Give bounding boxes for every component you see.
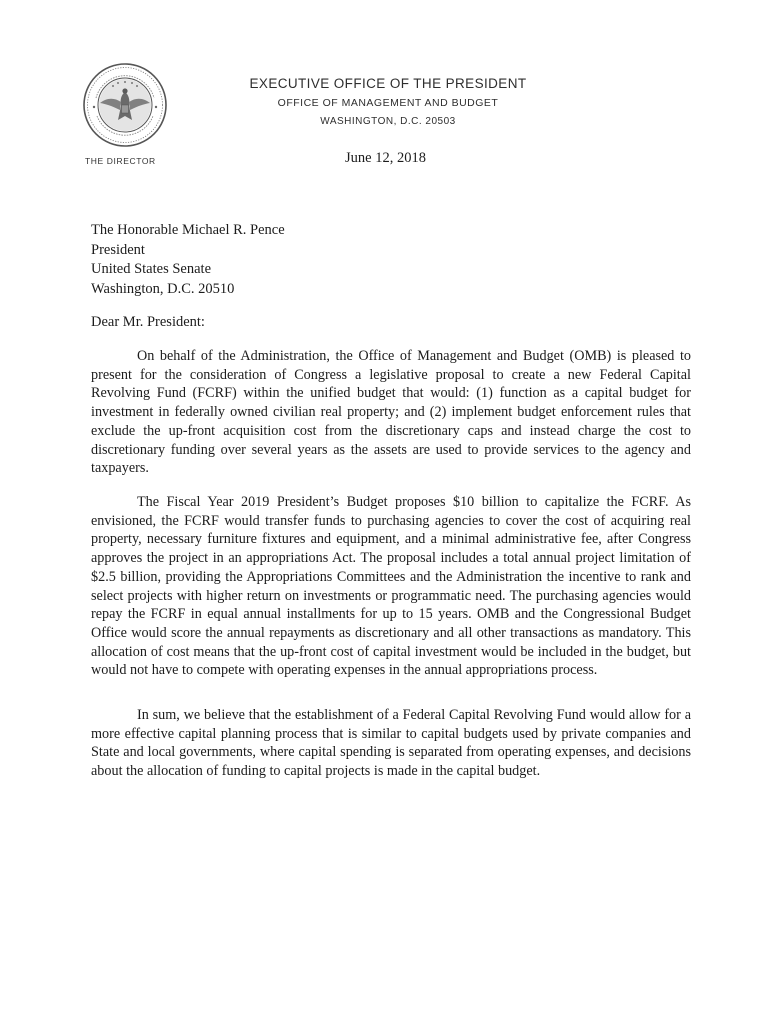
presidential-seal-icon: [82, 62, 168, 148]
recipient-title: President: [91, 241, 145, 258]
recipient-name: The Honorable Michael R. Pence: [91, 222, 285, 238]
paragraph-text: On behalf of the Administration, the Office of Management and Budget (OMB) is pleased to present for the consideration of Congress a legislative proposal to create a new Federal Capital Revolving Fund (FCRF) within the unified budget that would: (1) function as a capital budget for investment in federally owned civilian real property; and (2) implement budget enforcement rules that exclude the up-front acquisition cost from the discretionary caps and instead charge the cost to discretionary funding over several years as the assets are used to provide services to the agency and taxpayers.: [91, 348, 691, 477]
body-paragraph-3: [91, 706, 691, 781]
sender-title: THE DIRECTOR: [85, 156, 156, 166]
body-paragraph-2: [91, 493, 691, 680]
presidential-seal: [82, 62, 168, 148]
paragraph-text: The Fiscal Year 2019 President’s Budget proposes $10 billion to capitalize the FCRF. As envisioned, the FCRF would transfer funds to purchasing agencies to cover the cost of acquiring real property, necessary furniture fixtures and equipment, and a minimal administrative fee, after Congress approves the project in an appropriations Act. The proposal includes a total annual project limitation of $2.5 billion, providing the Appropriations Committees and the Administration the incentive to rank and select projects with higher return on investments or programmatic need. The purchasing agencies would repay the FCRF in equal annual installments for up to 15 years. OMB and the Congressional Budget Office would score the annual repayments as discretionary and all other transactions as mandatory. This allocation of cost means that the up-front cost of capital investment would be included in the budget, but would not have to compete with operating expenses in the annual appropriations process.: [91, 494, 691, 679]
recipient-address: [91, 221, 285, 299]
paragraph-text: In sum, we believe that the establishment of a Federal Capital Revolving Fund would allow for a more effective capital planning process that is similar to capital budgets used by private companies and State and local governments, where capital spending is separated from operating expenses, and decisions about the allocation of funding to capital projects is made in the capital budget.: [91, 707, 691, 780]
recipient-city: Washington, D.C. 20510: [91, 280, 235, 297]
letter-date: June 12, 2018: [345, 150, 426, 166]
body-paragraph-1: [91, 347, 691, 478]
recipient-organization: United States Senate: [91, 261, 212, 277]
salutation: Dear Mr. President:: [91, 314, 205, 330]
